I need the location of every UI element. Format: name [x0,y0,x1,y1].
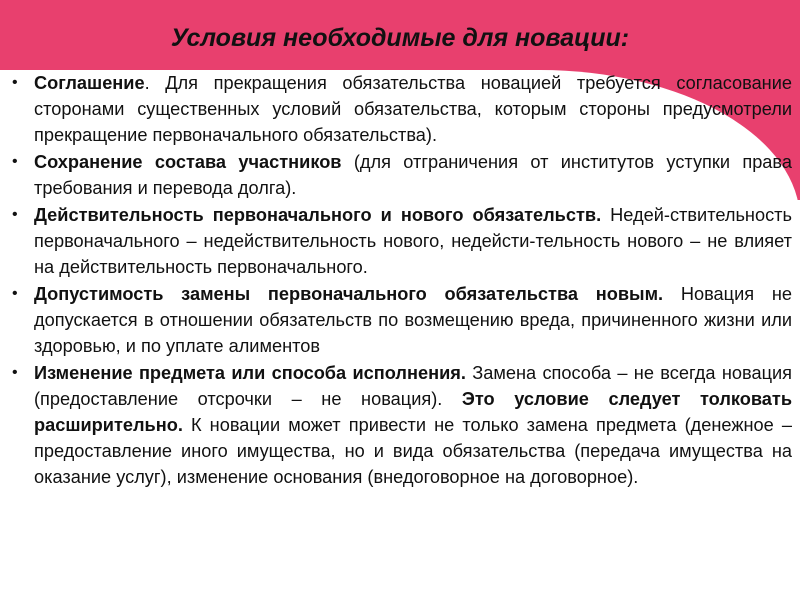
bullet-icon: • [12,74,18,91]
item-text: Новация не допускается в отношении обязательств по возмещению вреда, причиненного жизни или здоровью, и по уплате алиментов [34,284,793,356]
bullet-icon: • [12,285,18,302]
item-heading: Действительность первоначального и нового обязательств. [34,205,602,225]
item-text: . Для прекращения обязательства новацией требуется согласование сторонами существенных условий обязательства, которым стороны предусмотрели прекращение первоначального обязательства). [34,73,792,145]
item-text: К новации может привести не только замена предмета (денежное – предоставление иного имущества, но и вида обязательства (передача имущества на оказание услуг), изменение основания (внедоговорное на договорное). [34,415,792,487]
list-item [12,202,792,280]
bullet-icon: • [12,153,18,170]
item-heading: Сохранение состава участников [34,152,342,172]
item-heading: Изменение предмета или способа исполнения. [34,363,466,383]
list-item [12,360,792,490]
list-item [12,149,792,201]
item-text: Замена способа – не всегда новация (предоставление отсрочки – не новация). [34,363,792,409]
item-text: (для отграничения от институтов уступки права требования и перевода долга). [34,152,792,198]
list-item [12,70,792,148]
list-item [12,281,792,359]
bullet-icon: • [12,364,18,381]
bullet-icon: • [12,206,18,223]
slide-title: Условия необходимые для новации: [170,24,630,52]
conditions-list [12,70,792,491]
item-heading: Допустимость замены первоначального обязательства новым. [34,284,664,304]
item-text: Недей-ствительность первоначального – недействительность нового, недейсти-тельность нового – не влияет на действительность первоначального. [34,205,792,277]
item-emphasis: Это условие следует толковать расширительно. [34,389,793,435]
item-heading: Соглашение [34,73,145,93]
